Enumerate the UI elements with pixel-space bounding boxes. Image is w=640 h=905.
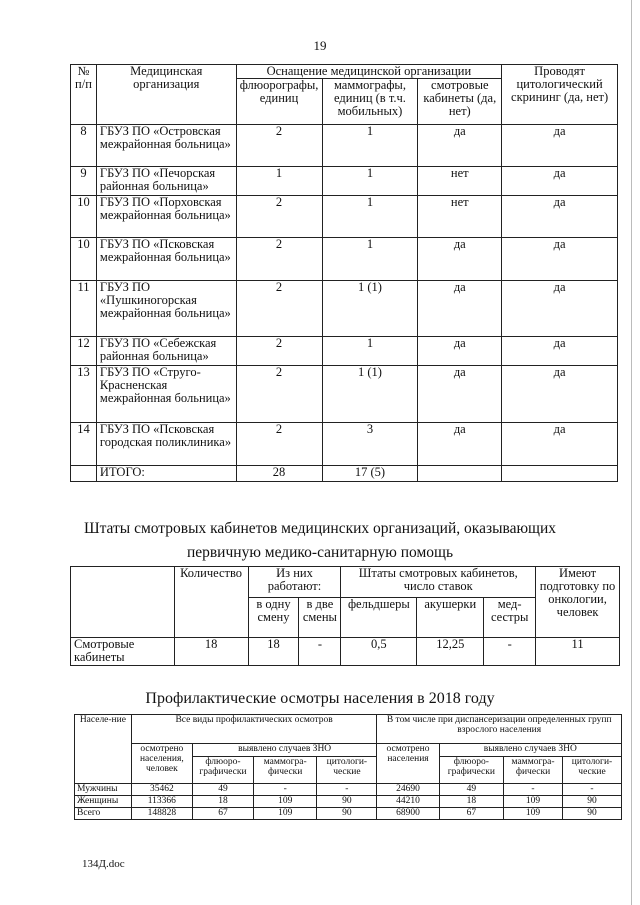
cell-screening: да <box>502 281 618 337</box>
header-cyto-2: цитологи-ческие <box>562 757 621 784</box>
staff-heading-line2: первичную медико-санитарную помощь <box>186 544 454 561</box>
cell-org: ГБУЗ ПО «Пушкиногорская межрайонная больница» <box>96 281 236 337</box>
header-detected-2: выявлено случаев ЗНО <box>439 744 621 757</box>
cell-num: 12 <box>71 337 97 366</box>
total-fluoro: 28 <box>236 466 322 482</box>
table-row <box>75 808 622 820</box>
cell-rooms: да <box>418 281 502 337</box>
cell-rooms: да <box>418 366 502 423</box>
cell-rooms: да <box>418 423 502 466</box>
header-midwives: акушерки <box>417 598 484 638</box>
header-trained: Имеют подготовку по онкологии, человек <box>536 567 620 638</box>
cell-a-exam: 148828 <box>131 808 192 820</box>
cell-fluoro: 2 <box>236 337 322 366</box>
cell-d-fl: 18 <box>439 796 503 808</box>
cell-d-fl: 67 <box>439 808 503 820</box>
cell-org: ГБУЗ ПО «Печорская районная больница» <box>96 167 236 196</box>
cell-d-mm: 109 <box>504 796 563 808</box>
staff-table <box>70 566 620 666</box>
cell-a-cy: - <box>317 784 377 796</box>
cell-one-shift: 18 <box>248 638 299 666</box>
header-detected: выявлено случаев ЗНО <box>192 744 377 757</box>
cell-num: 10 <box>71 238 97 281</box>
cell-a-cy: 90 <box>317 796 377 808</box>
header-mammo: маммографы, единиц (в т.ч. мобильных) <box>322 79 418 125</box>
table-row <box>71 337 618 366</box>
cell-d-mm: 109 <box>504 808 563 820</box>
header-population: Населе-ние <box>75 715 132 784</box>
cell-d-exam: 44210 <box>377 796 439 808</box>
header-org: Медицинская организация <box>96 65 236 125</box>
cell-fluoro: 2 <box>236 125 322 167</box>
cell-org: ГБУЗ ПО «Островская межрайонная больница» <box>96 125 236 167</box>
cell-rooms: нет <box>418 196 502 238</box>
cell-a-fl: 18 <box>192 796 253 808</box>
cell-screening: да <box>502 167 618 196</box>
cell-mammo: 1 <box>322 337 418 366</box>
cell-fluoro: 1 <box>236 167 322 196</box>
header-nurses: мед-сестры <box>484 598 536 638</box>
cell-screening: да <box>502 238 618 281</box>
cell-midwives: 12,25 <box>417 638 484 666</box>
table-row <box>71 638 620 666</box>
cell-mammo: 3 <box>322 423 418 466</box>
cell-a-fl: 49 <box>192 784 253 796</box>
cell-fluoro: 2 <box>236 366 322 423</box>
cell-d-cy: - <box>562 784 621 796</box>
cell-d-exam: 24690 <box>377 784 439 796</box>
cell-mammo: 1 <box>322 238 418 281</box>
prof-exams-table <box>74 714 622 820</box>
cell-num: 14 <box>71 423 97 466</box>
table-row <box>71 366 618 423</box>
header-num: № п/п <box>71 65 97 125</box>
header-one-shift: в одну смену <box>248 598 299 638</box>
cell-num: 10 <box>71 196 97 238</box>
cell-screening: да <box>502 366 618 423</box>
cell-fluoro: 2 <box>236 196 322 238</box>
cell-num: 13 <box>71 366 97 423</box>
table-row <box>71 167 618 196</box>
page-edge-line <box>631 0 632 905</box>
table-row <box>75 784 622 796</box>
cell-a-fl: 67 <box>192 808 253 820</box>
cell-mammo: 1 (1) <box>322 281 418 337</box>
cell-d-mm: - <box>504 784 563 796</box>
cell-rooms: да <box>418 125 502 167</box>
cell-trained: 11 <box>536 638 620 666</box>
header-rooms: смотровые кабинеты (да, нет) <box>418 79 502 125</box>
cell-num: 9 <box>71 167 97 196</box>
cell-fluoro: 2 <box>236 423 322 466</box>
cell-group: Женщины <box>75 796 132 808</box>
file-name-footer: 134Д.doc <box>82 858 125 870</box>
equipment-table <box>70 64 618 482</box>
total-mammo: 17 (5) <box>322 466 418 482</box>
table-row <box>75 796 622 808</box>
cell-count: 18 <box>174 638 248 666</box>
cell-d-exam: 68900 <box>377 808 439 820</box>
cell-mammo: 1 <box>322 125 418 167</box>
header-fluoro: флюоро-графически <box>192 757 253 784</box>
header-staff: Штаты смотровых кабинетов, число ставок <box>341 567 536 598</box>
cell-mammo: 1 (1) <box>322 366 418 423</box>
cell-group: Всего <box>75 808 132 820</box>
cell-mammo: 1 <box>322 196 418 238</box>
header-dispensary: В том числе при диспансеризации определенных групп взрослого населения <box>377 715 622 744</box>
cell-d-cy: 90 <box>562 808 621 820</box>
header-screening: Проводят цитологический скрининг (да, нет) <box>502 65 618 125</box>
row-label: Смотровые кабинеты <box>71 638 175 666</box>
header-of-them: Из них работают: <box>248 567 341 598</box>
cell-nurses: - <box>484 638 536 666</box>
cell-org: ГБУЗ ПО «Псковская межрайонная больница» <box>96 238 236 281</box>
table-row <box>71 238 618 281</box>
cell-d-fl: 49 <box>439 784 503 796</box>
cell-screening: да <box>502 337 618 366</box>
cell-org: ГБУЗ ПО «Себежская районная больница» <box>96 337 236 366</box>
cell-a-exam: 35462 <box>131 784 192 796</box>
cell-fluoro: 2 <box>236 281 322 337</box>
cell-rooms: нет <box>418 167 502 196</box>
header-two-shifts: в две смены <box>299 598 341 638</box>
cell-org: ГБУЗ ПО «Струго-Красненская межрайонная больница» <box>96 366 236 423</box>
cell-two-shifts: - <box>299 638 341 666</box>
cell-screening: да <box>502 423 618 466</box>
total-label: ИТОГО: <box>96 466 236 482</box>
table-row <box>71 196 618 238</box>
cell-rooms: да <box>418 337 502 366</box>
cell-screening: да <box>502 125 618 167</box>
header-examined: осмотрено населения <box>377 744 439 784</box>
cell-paramedics: 0,5 <box>341 638 417 666</box>
header-paramedics: фельдшеры <box>341 598 417 638</box>
cell-fluoro: 2 <box>236 238 322 281</box>
header-mammo-2: маммогра-фически <box>504 757 563 784</box>
header-count: Количество <box>174 567 248 638</box>
header-mammo: маммогра-фически <box>254 757 317 784</box>
cell-a-cy: 90 <box>317 808 377 820</box>
cell-mammo: 1 <box>322 167 418 196</box>
header-cyto: цитологи-ческие <box>317 757 377 784</box>
cell-rooms: да <box>418 238 502 281</box>
cell-num: 8 <box>71 125 97 167</box>
cell-a-mm: - <box>254 784 317 796</box>
header-examined-persons: осмотрено населения, человек <box>131 744 192 784</box>
page-number: 19 <box>313 38 327 53</box>
header-equipment: Оснащение медицинской организации <box>236 65 502 79</box>
cell-org: ГБУЗ ПО «Псковская городская поликлиника» <box>96 423 236 466</box>
cell-d-cy: 90 <box>562 796 621 808</box>
cell-a-mm: 109 <box>254 808 317 820</box>
cell-screening: да <box>502 196 618 238</box>
cell-group: Мужчины <box>75 784 132 796</box>
cell-org: ГБУЗ ПО «Порховская межрайонная больница» <box>96 196 236 238</box>
total-row <box>71 466 618 482</box>
table-row <box>71 281 618 337</box>
table-row <box>71 125 618 167</box>
header-fluoro-2: флюоро-графически <box>439 757 503 784</box>
cell-num: 11 <box>71 281 97 337</box>
cell-a-mm: 109 <box>254 796 317 808</box>
prof-heading: Профилактические осмотры населения в 2018 году <box>145 690 495 707</box>
header-fluoro: флюорографы, единиц <box>236 79 322 125</box>
staff-heading-line1: Штаты смотровых кабинетов медицинских организаций, оказывающих <box>83 520 557 537</box>
cell-a-exam: 113366 <box>131 796 192 808</box>
header-all-types: Все виды профилактических осмотров <box>131 715 377 744</box>
table-row <box>71 423 618 466</box>
